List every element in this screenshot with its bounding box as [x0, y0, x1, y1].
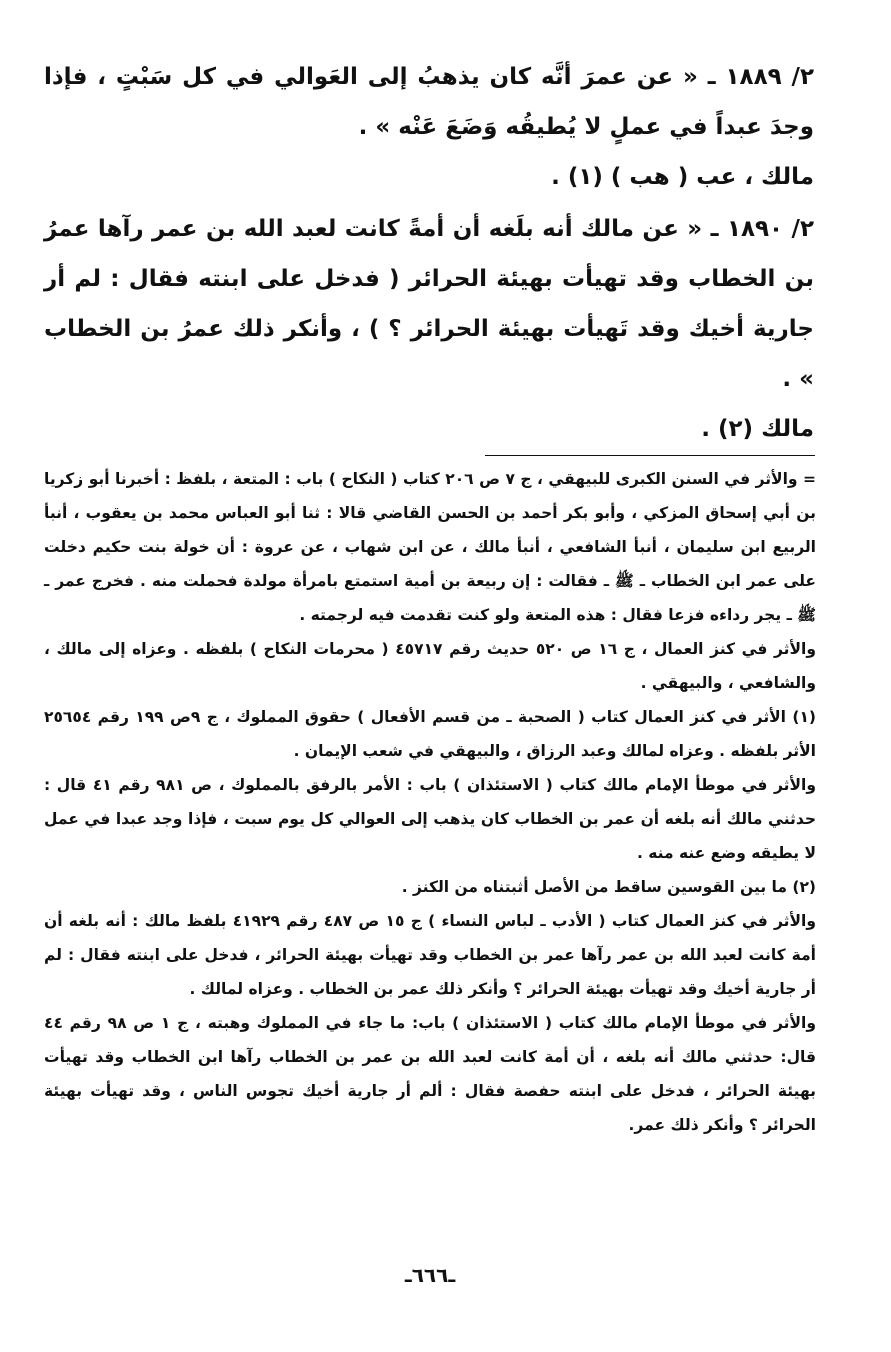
hadith-entry-1890	[44, 204, 814, 454]
footnote-2-detail: والأثر في كنز العمال كتاب ( الأدب ـ لباس النساء ) ج ١٥ ص ٤٨٧ رقم ٤١٩٢٩ بلفظ مالك : أنه بلغه أن أمة كانت لعبد الله بن عمر رآها عمر بن الخطاب وقد تهيأت بهيئة الحرائر ، فدخل على ابنته فقال : لم أر جارية أخيك وقد تهيأت بهيئة الحرائر ؟ وأنكر ذلك عمر بن الخطاب . وعزاه لمالك .	[44, 912, 816, 998]
footnote-2-detail: والأثر في موطأ الإمام مالك كتاب ( الاستئذان ) باب: ما جاء في المملوك وهبته ، ج ١ ص ٩٨ رقم ٤٤ قال: حدثني مالك أنه بلغه ، أن أمة كانت لعبد الله بن عمر بن الخطاب رآها ابن الخطاب وقد تهيأت بهيئة الحرائر ، فدخل على ابنته حفصة فقال : ألم أر جارية أخيك تجوس الناس ، وقد تهيأت بهيئة الحرائر ؟ وأنكر ذلك عمر.	[44, 1014, 816, 1134]
entry-text: ٢/ ١٨٩٠ ـ « عن مالك أنه بلَغه أن أمةً كانت لعبد الله بن عمر رآها عمرُ بن الخطاب وقد تهيأت بهيئة الحرائر ( فدخل على ابنته فقال : لم أر جارية أخيك وقد تَهيأت بهيئة الحرائر ؟ ) ، وأنكر ذلك عمرُ بن الخطاب » .	[44, 216, 814, 392]
page-number: ـ٦٦٦ـ	[404, 1263, 456, 1287]
footnote-divider	[485, 455, 815, 456]
footnote-continued: والأثر في كنز العمال ، ج ١٦ ص ٥٢٠ حديث رقم ٤٥٧١٧ ( محرمات النكاح ) بلفظه . وعزاه إلى مالك ، والشافعي ، والبيهقي .	[44, 640, 816, 692]
footnotes-section	[44, 462, 816, 1142]
footnote-2: (٢) ما بين القوسين ساقط من الأصل أثبتناه من الكنز .	[401, 878, 816, 896]
entry-text: ٢/ ١٨٨٩ ـ « عن عمرَ أنَّه كان يذهبُ إلى العَوالي في كل سَبْتٍ ، فإذا وجدَ عبداً في عملٍ لا يُطيقُه وَضَعَ عَنْه » .	[44, 64, 814, 140]
footnote-1: (١) الأثر في كنز العمال كتاب ( الصحبة ـ من قسم الأفعال ) حقوق المملوك ، ج ٩ص ١٩٩ رقم ٢٥٦٥٤ الأثر بلفظه . وعزاه لمالك وعبد الرزاق ، والبيهقي في شعب الإيمان .	[44, 708, 816, 760]
entry-source: مالك (٢) .	[701, 416, 814, 442]
entry-source: مالك ، عب ( هب ) (١) .	[551, 164, 814, 190]
footnote-continued: = والأثر في السنن الكبرى للبيهقي ، ج ٧ ص ٢٠٦ كتاب ( النكاح ) باب : المتعة ، بلفظ : أخبرنا أبو زكريا بن أبي إسحاق المزكي ، وأبو بكر أحمد بن الحسن القاضي قالا : ثنا أبو العباس محمد بن يعقوب ، أنبأ الربيع ابن سليمان ، أنبأ الشافعي ، أنبأ مالك ، عن ابن شهاب ، عن عروة : أن خولة بنت حكيم دخلت على عمر ابن الخطاب ـ ﷺ ـ فقالت : إن ربيعة بن أمية استمتع بامرأة مولدة فحملت منه . فخرج عمر ـ ﷺ ـ يجر رداءه فزعا فقال : هذه المتعة ولو كنت تقدمت فيه لرجمته .	[44, 470, 816, 624]
hadith-entry-1889	[44, 52, 814, 202]
footnote-1-detail: والأثر في موطأ الإمام مالك كتاب ( الاستئذان ) باب : الأمر بالرفق بالمملوك ، ص ٩٨١ رقم ٤١ قال : حدثني مالك أنه بلغه أن عمر بن الخطاب كان يذهب إلى العوالي كل يوم سبت ، فإذا وجد عبدا في عمل لا يطيقه وضع عنه منه .	[44, 776, 816, 862]
